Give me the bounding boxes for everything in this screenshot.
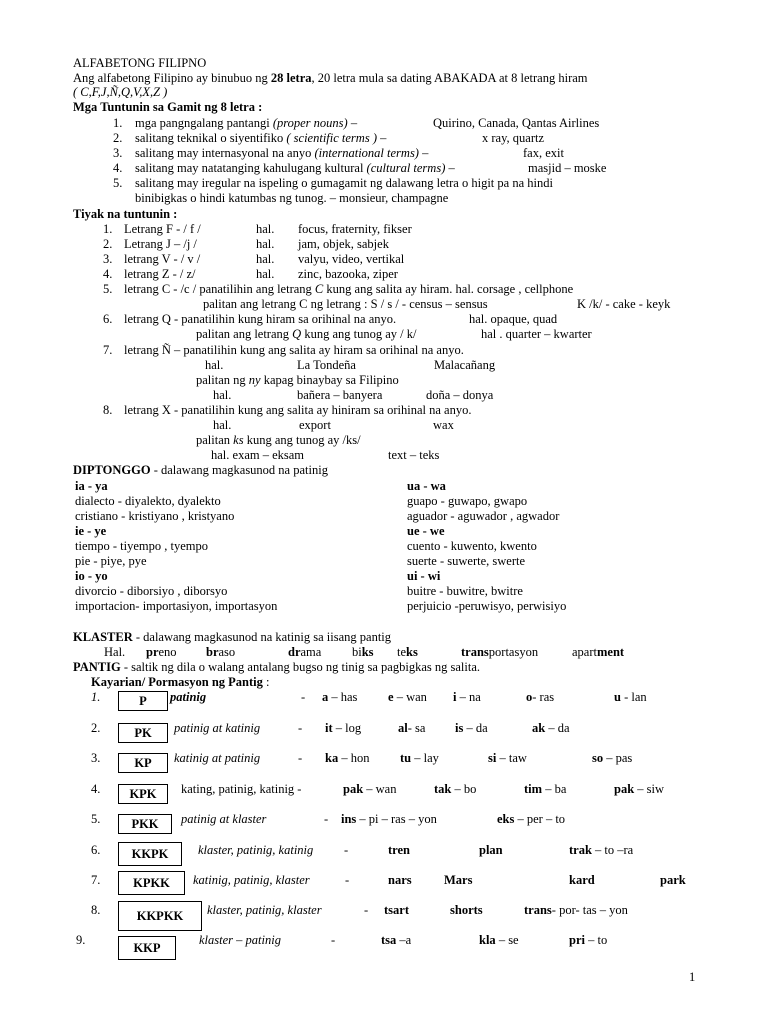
rule-example: x ray, quartz [482,131,545,145]
n-rule-hal2: hal. [213,388,232,402]
kayarian-example [660,873,686,888]
specific-hal: hal. [256,252,275,266]
rule-example: Quirino, Canada, Qantas Airlines [433,116,600,130]
c-rule-number: 5. [103,282,113,296]
kayarian-number: 6. [91,843,101,857]
rule-text-em: (international terms) [314,146,419,160]
diptonggo-example: divorcio - diborsiyo , diborsyo [75,584,228,598]
specific-hal: hal. [256,222,275,236]
kayarian-example-rest: – wan [363,782,397,796]
diptonggo-example: cristiano - kristiyano , kristyano [75,509,235,523]
rule-text-em: ( scientific terms ) [286,131,377,145]
kayarian-dash: - [301,690,306,704]
klaster-word [572,645,624,660]
klaster-word [397,645,418,660]
diptonggo-example: aguador - aguwador , agwador [407,509,560,523]
kayarian-example-rest: - por- tas – yon [551,903,628,917]
rule-text-tail: – [347,116,358,130]
kayarian-example [381,933,411,948]
kayarian-example [450,903,483,918]
kayarian-example [400,751,439,766]
kayarian-example-rest: – se [495,933,519,947]
kayarian-example [614,782,664,797]
kayarian-dash: - [364,903,369,917]
kayarian-dash: - [298,751,303,765]
page-number: 1 [689,970,696,984]
rule-text [135,116,357,131]
kayarian-example [524,782,566,797]
x-rule-ex2: wax [433,418,454,432]
kayarian-example-syllable: trak [569,843,592,857]
diptonggo-example: buitre - buwitre, bwitre [407,584,523,598]
x-rule-line4b: text – teks [388,448,440,462]
diptonggo-example: cuento - kuwento, kwento [407,539,537,553]
kayarian-example-syllable: al [398,721,408,735]
kayarian-example-rest: - ras [532,690,555,704]
diptonggo-pair: io - yo [75,569,108,583]
kayarian-example-syllable: kla [479,933,496,947]
q-rule-line1: letrang Q - panatilihin kung hiram sa orihinal na anyo. [124,312,397,326]
kayarian-example [497,812,565,827]
klaster-cluster: trans [461,645,489,659]
n-rule-ex1: La Tondeña [297,358,356,372]
kayarian-code-box: KKPK [118,842,182,866]
kayarian-example [479,933,519,948]
diptonggo-heading: DIPTONGGO - dalawang magkasunod na patinig [73,463,328,477]
kayarian-number: 5. [91,812,101,826]
kayarian-example-syllable: kard [569,873,595,887]
klaster-cluster: ks [361,645,374,659]
kayarian-example-syllable: e [388,690,394,704]
kayarian-example [384,903,409,918]
pantig-subheading: Kayarian/ Pormasyon ng Pantig : [91,675,270,689]
intro-letters: ( C,F,J,Ñ,Q,V,X,Z ) [73,85,168,99]
diptonggo-example: dialecto - diyalekto, dyalekto [75,494,221,508]
kayarian-description: katinig, patinig, klaster [193,873,310,887]
klaster-cluster: ks [406,645,418,659]
klaster-word [461,645,538,660]
kayarian-code-box: KKP [118,936,176,960]
kayarian-number: 8. [91,903,101,917]
kayarian-code-box: P [118,691,168,711]
kayarian-example [488,751,527,766]
kayarian-example-rest: – to [584,933,608,947]
klaster-cluster: ment [596,645,625,659]
kayarian-number: 2. [91,721,101,735]
rules-heading: Mga Tuntunin sa Gamit ng 8 letra : [73,100,263,114]
x-rule-line1: letrang X - panatilihin kung ang salita ay hiniram sa orihinal na anyo. [124,403,472,417]
klaster-cluster: br [206,645,219,659]
n-rule-hal: hal. [205,358,224,372]
kayarian-number: 4. [91,782,101,796]
klaster-cluster: dr [288,645,301,659]
rule5-continuation: binibigkas o hindi katumbas ng tunog. – monsieur, champagne [135,191,449,205]
kayarian-code-box: KP [118,753,168,773]
intro-text-b: 28 letra [270,71,312,85]
kayarian-example [479,843,503,858]
rule-example: fax, exit [523,146,564,160]
kayarian-example-rest: –a [396,933,412,947]
kayarian-example [322,690,357,705]
rule-text-main: salitang may internasyonal na anyo [135,146,315,160]
rule-text-main: salitang teknikal o siyentifiko [135,131,287,145]
c-rule-line2a: palitan ang letrang C ng letrang : S / s / - census – sensus [203,297,488,311]
rule-number: 4. [113,161,123,175]
q-rule-line1b: hal. opaque, quad [469,312,558,326]
kayarian-example [569,843,633,858]
kayarian-example-rest: – pas [603,751,633,765]
rule-number: 1. [113,116,123,130]
specific-rule: letrang Z - / z/ [124,267,196,281]
klaster-rest: ama [300,645,322,659]
kayarian-description: katinig at patinig [174,751,261,765]
n-rule-line3: palitan ng ny kapag binaybay sa Filipino [196,373,399,387]
diptonggo-pair: ia - ya [75,479,108,493]
kayarian-example [569,873,595,888]
rule-text-em: (cultural terms) [366,161,446,175]
rule-text-main: salitang may natatanging kahulugang kultural [135,161,367,175]
kayarian-example-syllable: pak [614,782,635,796]
kayarian-description: klaster – patinig [199,933,281,947]
rule-number: 2. [113,131,123,145]
kayarian-number: 3. [91,751,101,765]
kayarian-example [455,721,488,736]
kayarian-example-syllable: plan [479,843,503,857]
rule-text-em: (proper nouns) [272,116,348,130]
kayarian-example-syllable: it [325,721,333,735]
klaster-rest: eno [158,645,177,659]
klaster-word [288,645,321,660]
kayarian-example-syllable: a [322,690,329,704]
specific-number: 2. [103,237,113,251]
kayarian-description: klaster, patinig, katinig [198,843,314,857]
kayarian-example-syllable: tu [400,751,412,765]
diptonggo-example: importacion- importasiyon, importasyon [75,599,278,613]
diptonggo-pair: ue - we [407,524,445,538]
kayarian-example-syllable: ka [325,751,339,765]
klaster-rest: bi [352,645,362,659]
diptonggo-example: suerte - suwerte, swerte [407,554,526,568]
specific-number: 1. [103,222,113,236]
kayarian-example-syllable: park [660,873,686,887]
kayarian-example [325,721,361,736]
kayarian-description: patinig [170,690,207,704]
rule-text [135,146,428,161]
klaster-rest: aso [218,645,236,659]
rule-text-tail: – [376,131,387,145]
x-rule-line3: palitan ks kung ang tunog ay /ks/ [196,433,361,447]
specific-example: valyu, video, vertikal [298,252,405,266]
kayarian-example [592,751,632,766]
kayarian-example-rest: – per – to [514,812,566,826]
diptonggo-pair: ui - wi [407,569,441,583]
kayarian-example-syllable: pak [343,782,364,796]
specific-hal: hal. [256,237,275,251]
kayarian-example [453,690,481,705]
kayarian-example-syllable: si [488,751,497,765]
klaster-hal: Hal. [104,645,126,659]
c-rule-line2b: K /k/ - cake - keyk [577,297,671,311]
kayarian-example-syllable: so [592,751,604,765]
klaster-heading: KLASTER - dalawang magkasunod na katinig sa iisang pantig [73,630,392,644]
kayarian-example [398,721,425,736]
klaster-rest: apart [572,645,597,659]
kayarian-example-syllable: tim [524,782,543,796]
kayarian-code-box: PKK [118,814,172,834]
kayarian-number: 9. [76,933,86,947]
kayarian-example-syllable: tren [388,843,410,857]
kayarian-example-syllable: trans [524,903,552,917]
kayarian-dash: - [298,721,303,735]
kayarian-dash: - [344,843,349,857]
q-rule-line2: palitan ang letrang Q kung ang tunog ay / k/ [196,327,417,341]
n-rule-number: 7. [103,343,113,357]
specific-hal: hal. [256,267,275,281]
kayarian-example-rest: – da [545,721,570,735]
kayarian-example-rest: – wan [393,690,427,704]
specific-rule: letrang V - / v / [124,252,201,266]
q-rule-line2c: hal . quarter – kwarter [481,327,592,341]
q-rule-number: 6. [103,312,113,326]
n-rule-ex2: Malacañang [434,358,496,372]
x-rule-hal: hal. [213,418,232,432]
intro-line [73,71,588,86]
x-rule-number: 8. [103,403,113,417]
specific-heading: Tiyak na tuntunin : [73,207,178,221]
intro-text-c: , 20 letra mula sa dating ABAKADA at 8 letrang hiram [311,71,588,85]
kayarian-description: patinig at klaster [181,812,267,826]
specific-rule: Letrang F - / f / [124,222,201,236]
kayarian-example [614,690,647,705]
kayarian-example-rest: – lay [411,751,439,765]
kayarian-example [434,782,476,797]
kayarian-example-rest: – na [456,690,481,704]
rule-number: 3. [113,146,123,160]
page-title: ALFABETONG FILIPNO [73,56,207,70]
kayarian-example-syllable: eks [497,812,515,826]
kayarian-example [341,812,437,827]
diptonggo-example: guapo - guwapo, gwapo [407,494,528,508]
kayarian-description: patinig at katinig [174,721,261,735]
pantig-heading: PANTIG - saltik ng dila o walang antalang bugso ng tinig sa pagbigkas ng salita. [73,660,480,674]
kayarian-example [325,751,369,766]
kayarian-example-rest: - lan [620,690,647,704]
kayarian-example-rest: – ba [542,782,567,796]
specific-number: 3. [103,252,113,266]
specific-number: 4. [103,267,113,281]
kayarian-code-box: PK [118,723,168,743]
n-rule-ex3: bañera – banyera [297,388,383,402]
specific-example: jam, objek, sabjek [298,237,389,251]
kayarian-example-rest: – pi – ras – yon [356,812,437,826]
kayarian-description: kating, patinig, katinig - [181,782,302,796]
kayarian-example-rest: – da [463,721,488,735]
klaster-word [206,645,235,660]
kayarian-example-syllable: ins [341,812,357,826]
x-rule-ex1: export [299,418,331,432]
rule-text [135,161,455,176]
rule-text [135,131,386,146]
kayarian-example-syllable: tsa [381,933,397,947]
c-rule-line1: letrang C - /c / panatilihin ang letrang C kung ang salita ay hiram. hal. corsage , cellphone [124,282,574,296]
kayarian-code-box: KKPKK [118,901,202,931]
kayarian-example-rest: – hon [338,751,370,765]
kayarian-example-rest: – has [328,690,358,704]
specific-example: focus, fraternity, fikser [298,222,412,236]
kayarian-example-syllable: nars [388,873,412,887]
kayarian-example [532,721,570,736]
specific-rule: Letrang J – /j / [124,237,197,251]
kayarian-example-syllable: is [455,721,464,735]
klaster-cluster: pr [146,645,159,659]
rule-example: masjid – moske [528,161,607,175]
rule-text-main: mga pangngalang pantangi [135,116,273,130]
kayarian-example-rest: – siw [634,782,665,796]
rule-text-tail: – [445,161,455,175]
kayarian-example-syllable: u [614,690,621,704]
kayarian-example [343,782,396,797]
kayarian-dash: - [331,933,336,947]
kayarian-code-box: KPK [118,784,168,804]
x-rule-line4a: hal. exam – eksam [211,448,305,462]
n-rule-ex4: doña – donya [426,388,494,402]
kayarian-example-syllable: Mars [444,873,473,887]
kayarian-dash: - [324,812,329,826]
kayarian-example-syllable: i [453,690,457,704]
kayarian-dash: - [345,873,350,887]
kayarian-example-rest: - sa [407,721,426,735]
kayarian-example-syllable: tsart [384,903,409,917]
kayarian-example-syllable: shorts [450,903,483,917]
kayarian-example-syllable: tak [434,782,452,796]
kayarian-example [526,690,554,705]
intro-text-a: Ang alfabetong Filipino ay binubuo ng [73,71,271,85]
kayarian-example-rest: – taw [496,751,527,765]
kayarian-example [388,843,410,858]
kayarian-number: 1. [91,690,101,704]
kayarian-code-box: KPKK [118,871,185,895]
kayarian-example [569,933,607,948]
kayarian-example-syllable: pri [569,933,585,947]
rule-text-main: salitang may iregular na ispeling o gumagamit ng dalawang letra o higit pa na hindi [135,176,553,190]
klaster-word [146,645,177,660]
kayarian-example-rest: – bo [451,782,477,796]
klaster-word [352,645,374,660]
kayarian-example-syllable: ak [532,721,546,735]
rule-number: 5. [113,176,123,190]
rule-text-tail: – [418,146,429,160]
diptonggo-example: tiempo - tiyempo , tyempo [75,539,208,553]
diptonggo-example: perjuicio -peruwisyo, perwisiyo [407,599,567,613]
kayarian-example [388,690,427,705]
specific-example: zinc, bazooka, ziper [298,267,398,281]
kayarian-number: 7. [91,873,101,887]
diptonggo-example: pie - piye, pye [75,554,147,568]
klaster-rest: te [397,645,407,659]
kayarian-example [444,873,472,888]
n-rule-line1: letrang Ñ – panatilihin kung ang salita ay hiram sa orihinal na anyo. [124,343,464,357]
diptonggo-pair: ie - ye [75,524,107,538]
kayarian-example [524,903,628,918]
kayarian-example [388,873,412,888]
kayarian-example-rest: – to –ra [591,843,634,857]
kayarian-example-syllable: o [526,690,533,704]
klaster-rest: portasyon [488,645,539,659]
kayarian-description: klaster, patinig, klaster [207,903,322,917]
rule-text [135,176,553,191]
kayarian-example-rest: – log [332,721,362,735]
diptonggo-pair: ua - wa [407,479,446,493]
